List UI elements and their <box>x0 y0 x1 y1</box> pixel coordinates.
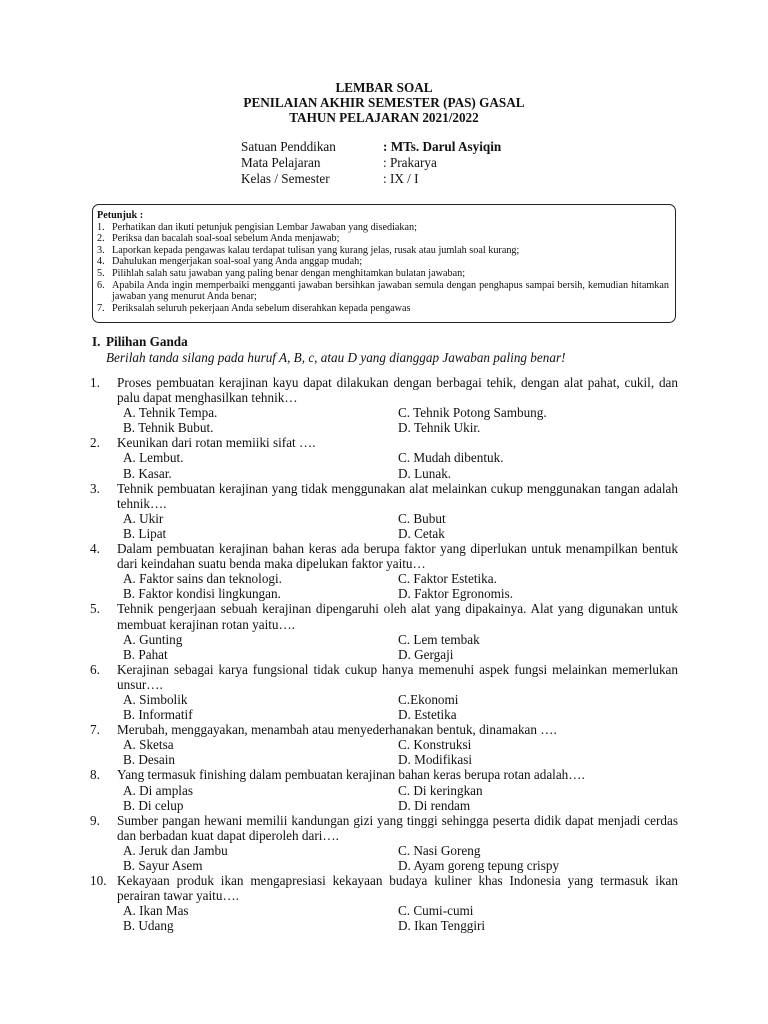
question-text: Kerajinan sebagai karya fungsional tidak cukup hanya memenuhi aspek fungsi melainkan memerlukan unsur…. <box>117 661 678 692</box>
answer-options <box>117 903 678 933</box>
answer-options <box>117 571 678 601</box>
info-label: Kelas / Semester <box>241 171 330 186</box>
answer-option: A. Gunting <box>123 631 183 647</box>
answer-option: C. Faktor Estetika. <box>398 571 497 587</box>
instruction-item: 3. Laporkan kepada pengawas kalau terdapat tulisan yang kurang jelas, rusak atau jumlah soal kurang; <box>97 244 520 256</box>
answer-option: B. Udang <box>123 918 174 934</box>
question-text: Keunikan dari rotan memiiki sifat …. <box>117 435 316 451</box>
instruction-item: 4. Dahulukan mengerjakan soal-soal yang Anda anggap mudah; <box>97 256 363 268</box>
answer-option: D. Lunak. <box>398 465 452 481</box>
answer-option: C. Konstruksi <box>398 737 472 753</box>
answer-option: A. Sketsa <box>123 737 174 753</box>
answer-options <box>117 511 678 541</box>
answer-option: B. Pahat <box>123 646 168 662</box>
answer-options <box>117 737 678 767</box>
answer-options <box>117 405 678 435</box>
answer-option: A. Tehnik Tempa. <box>123 405 218 421</box>
question-item <box>90 767 678 812</box>
answer-option: C. Cumi-cumi <box>398 903 474 919</box>
answer-option: D. Modifikasi <box>398 752 472 768</box>
question-item <box>90 481 678 541</box>
instruction-item: 1. Perhatikan dan ikuti petunjuk pengisian Lembar Jawaban yang disediakan; <box>97 221 417 233</box>
info-row-school <box>241 139 501 155</box>
answer-option: D. Ikan Tenggiri <box>398 918 486 934</box>
answer-option: C. Bubut <box>398 510 446 526</box>
question-number: 10. <box>90 873 107 889</box>
question-number: 2. <box>90 435 100 451</box>
answer-option: C. Tehnik Potong Sambung. <box>398 405 547 421</box>
answer-option: B. Informatif <box>123 707 193 723</box>
question-item <box>90 601 678 661</box>
answer-option: C. Di keringkan <box>398 782 483 798</box>
question-number: 3. <box>90 480 100 496</box>
answer-option: A. Faktor sains dan teknologi. <box>123 571 282 587</box>
question-item <box>90 662 678 722</box>
info-row-subject <box>241 155 501 171</box>
answer-option: B. Kasar. <box>123 465 172 481</box>
answer-option: C.Ekonomi <box>398 691 459 707</box>
answer-option: B. Faktor kondisi lingkungan. <box>123 586 281 602</box>
question-text: Sumber pangan hewani memilii kandungan gizi yang tinggi sehingga peserta didik dapat menjadi cerdas dan berbadan kuat dapat diperoleh dari…. <box>117 812 678 843</box>
question-text: Dalam pembuatan kerajinan bahan keras ada berupa faktor yang diperlukan untuk menampilkan bentuk dari keindahan suatu benda maka dipelukan faktor yaitu… <box>117 541 678 572</box>
answer-option: D. Di rendam <box>398 797 471 813</box>
answer-option: C. Lem tembak <box>398 631 480 647</box>
answer-option: B. Tehnik Bubut. <box>123 420 214 436</box>
instructions-title: Petunjuk : <box>97 210 144 221</box>
answer-option: A. Di amplas <box>123 782 193 798</box>
question-number: 4. <box>90 541 100 557</box>
section-instruction: Berilah tanda silang pada huruf A, B, c, atau D yang dianggap Jawaban paling benar! <box>106 350 566 365</box>
header-academic-year: TAHUN PELAJARAN 2021/2022 <box>289 110 479 125</box>
question-item <box>90 722 678 767</box>
info-label: Mata Pelajaran <box>241 155 321 170</box>
question-item <box>90 873 678 933</box>
answer-option: C. Mudah dibentuk. <box>398 450 504 466</box>
info-row-class <box>241 171 501 187</box>
question-text: Tehnik pengerjaan sebuah kerajinan dipengaruhi oleh alat yang dipakainya. Alat yang digunakan untuk membuat kerajinan rotan yaitu…. <box>117 601 678 632</box>
instruction-item: 7. Periksalah seluruh pekerjaan Anda sebelum diserahkan kepada pengawas <box>97 302 411 314</box>
answer-option: D. Cetak <box>398 525 445 541</box>
answer-option: A. Ikan Mas <box>123 903 189 919</box>
answer-options <box>117 843 678 873</box>
info-value: : Prakarya <box>383 155 437 170</box>
question-number: 5. <box>90 601 100 617</box>
info-label: Satuan Penddikan <box>241 139 336 154</box>
exam-info <box>241 139 501 187</box>
answer-options <box>117 783 678 813</box>
answer-options <box>117 692 678 722</box>
question-text: Merubah, menggayakan, menambah atau menyederhanakan bentuk, dinamakan …. <box>117 722 557 738</box>
question-number: 8. <box>90 767 100 783</box>
question-text: Tehnik pembuatan kerajinan yang tidak menggunakan alat melainkan cukup menggunakan tangan adalah tehnik…. <box>117 480 678 511</box>
question-number: 6. <box>90 661 100 677</box>
question-number: 7. <box>90 722 100 738</box>
instruction-item: 6. Apabila Anda ingin memperbaiki mengganti jawaban bersihkan jawaban semula dengan penghapus sampai bersih, kemudian hitamkan jawaban yang menurut Anda benar; <box>97 279 669 303</box>
question-text: Proses pembuatan kerajinan kayu dapat dilakukan dengan berbagai tehik, dengan alat pahat, cukil, dan palu dapat menghasilkan tehnik… <box>117 375 678 406</box>
question-number: 1. <box>90 375 100 390</box>
answer-options <box>117 450 678 480</box>
answer-option: B. Sayur Asem <box>123 858 203 873</box>
question-text: Yang termasuk finishing dalam pembuatan kerajinan bahan keras berupa rotan adalah…. <box>117 767 585 783</box>
answer-option: D. Gergaji <box>398 646 454 662</box>
answer-option: A. Lembut. <box>123 450 184 466</box>
question-list <box>90 375 678 933</box>
question-number: 9. <box>90 812 100 828</box>
answer-option: D. Estetika <box>398 707 457 723</box>
question-text: Kekayaan produk ikan mengapresiasi kekayaan budaya kuliner khas Indonesia yang termasuk ikan perairan tawar yaitu…. <box>117 873 678 904</box>
answer-option: D. Faktor Egronomis. <box>398 586 514 602</box>
answer-option: B. Lipat <box>123 525 167 541</box>
answer-option: D. Tehnik Ukir. <box>398 420 481 436</box>
answer-option: A. Simbolik <box>123 691 188 707</box>
question-item <box>90 435 678 480</box>
document-header <box>0 80 768 125</box>
header-exam-name: PENILAIAN AKHIR SEMESTER (PAS) GASAL <box>243 95 525 110</box>
header-title: LEMBAR SOAL <box>335 80 433 95</box>
question-item <box>90 541 678 601</box>
section-heading <box>92 334 565 366</box>
instruction-item: 2. Periksa dan bacalah soal-soal sebelum Anda menjawab; <box>97 233 340 245</box>
section-title: I. Pilihan Ganda <box>92 334 188 349</box>
info-value: : MTs. Darul Asyiqin <box>383 139 502 154</box>
answer-option: A. Ukir <box>123 510 164 526</box>
instruction-item: 5. Pilihlah salah satu jawaban yang paling benar dengan menghitamkan bulatan jawaban; <box>97 267 466 279</box>
question-item <box>90 813 678 873</box>
answer-option: A. Jeruk dan Jambu <box>123 842 228 858</box>
answer-option: B. Desain <box>123 752 176 768</box>
answer-option: C. Nasi Goreng <box>398 842 481 858</box>
info-value: : IX / I <box>383 171 419 186</box>
answer-options <box>117 632 678 662</box>
answer-option: D. Ayam goreng tepung crispy <box>398 858 560 873</box>
instructions-box <box>92 204 676 323</box>
question-item <box>90 375 678 435</box>
answer-option: B. Di celup <box>123 797 184 813</box>
